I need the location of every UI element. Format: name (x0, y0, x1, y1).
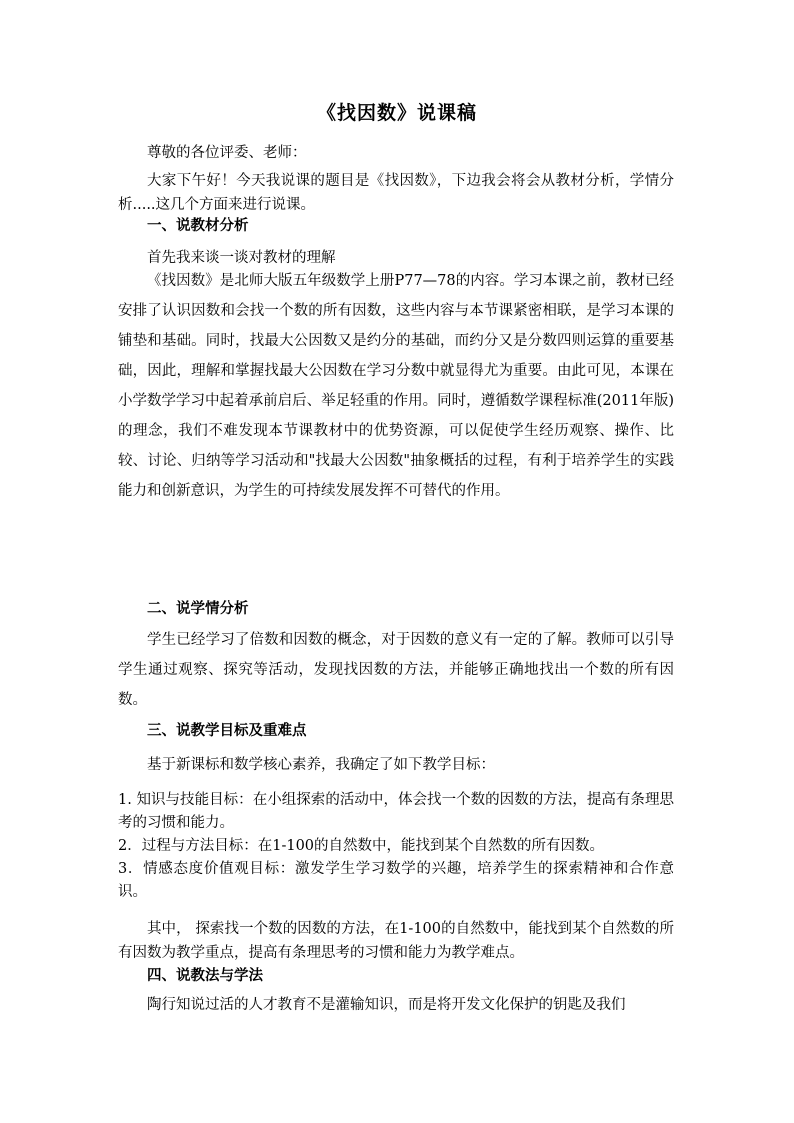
greeting: 尊敬的各位评委、老师： (147, 145, 307, 161)
intro-paragraph: 大家下午好！今天我说课的题目是《找因数》，下边我会将会从教材分析，学情分析.....这几个方面来进行说课。 (118, 173, 674, 213)
section1-heading: 一、说教材分析 (147, 217, 249, 234)
section1-body: 《找因数》是北师大版五年级数学上册P77—78的内容。学习本课之前，教材已经安排了认识因数和会找一个数的所有因数，这些内容与本节课紧密相联，是学习本课的铺垫和基础。同时，找最大公因数又是约分的基础，而约分又是分数四则运算的重要基础，因此，理解和掌握找最大公因数在学习分数中就显得尤为重要。由此可见，本课在小学数学学习中起着承前启后、举足轻重的作用。同时，遵循数学课程标准(2011年版)的理念，我们不难发现本节课教材中的优势资源，可以促使学生经历观察、操作、比较、讨论、归纳等学习活动和"找最大公因数"抽象概括的过程，有利于培养学生的实践能力和创新意识，为学生的可持续发展发挥不可替代的作用。 (118, 273, 674, 499)
section1-lead: 首先我来谈一谈对教材的理解 (147, 250, 336, 266)
keypoints-block (118, 917, 674, 965)
section2-body-block (118, 625, 674, 715)
section4-body-block (118, 994, 674, 1016)
section3-heading-block (118, 720, 674, 742)
goal-item: 3．情感态度价值观目标：激发学生学习数学的兴趣，培养学生的探索精神和合作意识。 (118, 861, 674, 900)
section4-body: 陶行知说过活的人才教育不是灌输知识，而是将开发文化保护的钥匙及我们 (147, 997, 626, 1013)
section2-heading: 二、说学情分析 (147, 600, 249, 617)
goals-list (118, 789, 674, 904)
section1-body-block (118, 266, 674, 506)
goal-item: 1. 知识与技能目标：在小组探索的活动中，体会找一个数的因数的方法，提高有条理思考的习惯和能力。 (118, 792, 674, 831)
intro-block (118, 169, 674, 217)
goal-item: 2．过程与方法目标：在1-100的自然数中，能找到某个自然数的所有因数。 (118, 838, 605, 854)
section3-lead-block (118, 754, 674, 776)
document-title: 《找因数》说课稿 (316, 102, 477, 124)
section4-heading-block (118, 965, 674, 987)
keypoints-paragraph: 其中， 探索找一个数的因数的方法，在1-100的自然数中，能找到某个自然数的所有因数为教学重点，提高有条理思考的习惯和能力为教学难点。 (118, 921, 674, 961)
section2-heading-block (118, 598, 674, 620)
section4-heading: 四、说教法与学法 (147, 967, 263, 984)
section3-heading: 三、说教学目标及重难点 (147, 722, 307, 739)
section3-lead: 基于新课标和数学核心素养，我确定了如下教学目标： (147, 757, 495, 773)
section1-heading-block (118, 215, 674, 237)
section2-body: 学生已经学习了倍数和因数的概念，对于因数的意义有一定的了解。教师可以引导学生通过观察、探究等活动，发现找因数的方法，并能够正确地找出一个数的所有因数。 (118, 632, 674, 708)
greeting-block (118, 142, 674, 164)
